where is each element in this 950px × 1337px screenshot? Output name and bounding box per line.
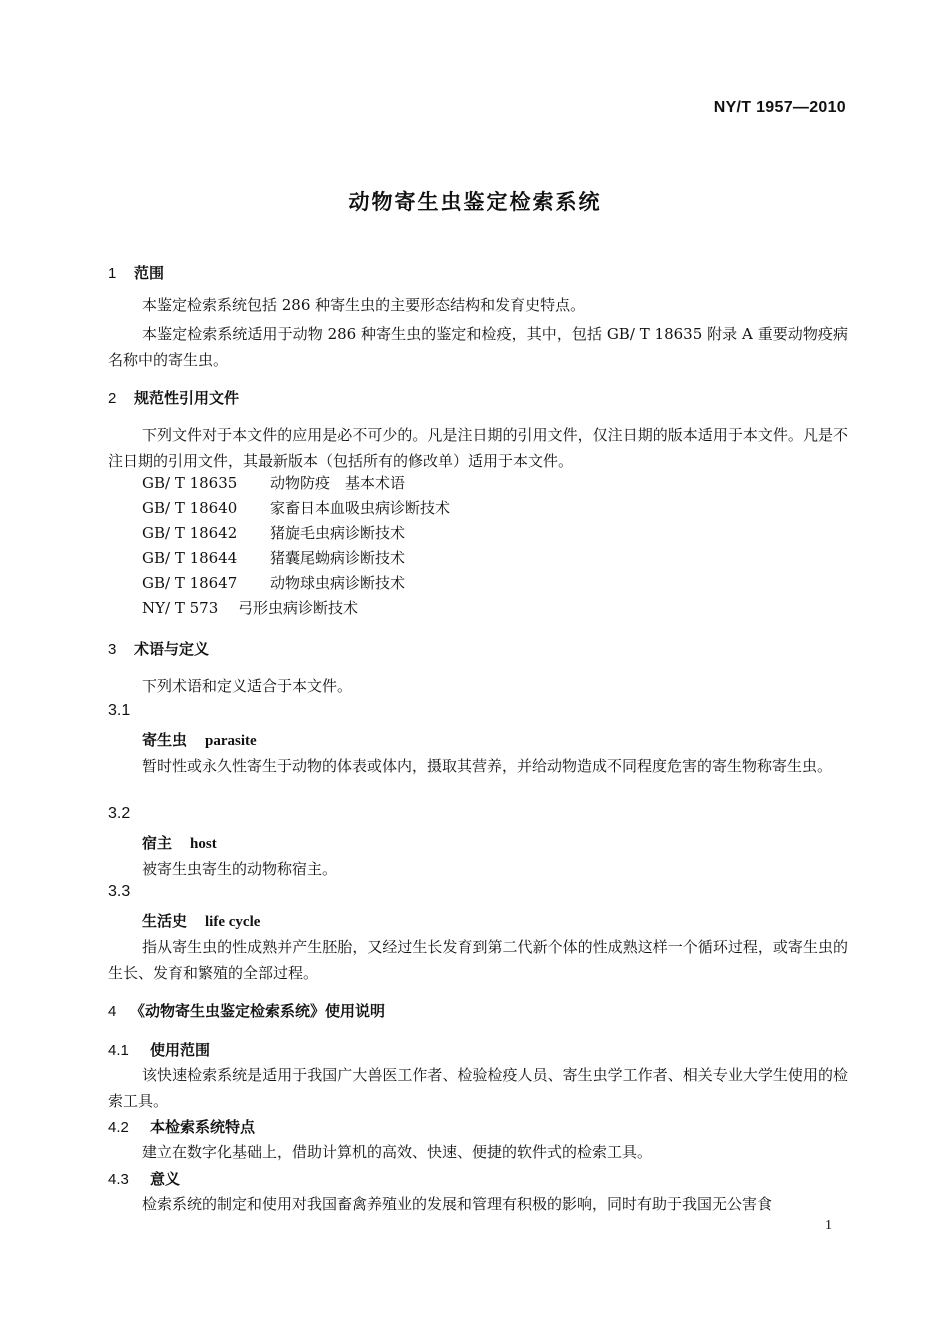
definition-text: 指从寄生虫的性成熟并产生胚胎，又经过生长发育到第二代新个体的性成熟这样一个循环过程，或寄生虫的生长、发育和繁殖的全部过程。 (108, 938, 848, 982)
subsection-paragraph (108, 1140, 848, 1166)
term-number: 3.2 (108, 805, 131, 822)
subsection-number: 4.3 (108, 1171, 129, 1188)
section-number: 2 (108, 390, 117, 407)
term-chinese: 生活史 (142, 912, 188, 930)
subsection-heading (108, 1039, 210, 1060)
subsection-heading (108, 1116, 255, 1137)
section-3-paragraph (108, 674, 848, 700)
reference-item (142, 522, 405, 543)
term-chinese: 寄生虫 (142, 731, 188, 749)
reference-code: GB/ T 18647 (142, 574, 238, 592)
term-definition (108, 754, 848, 780)
subsection-title: 使用范围 (150, 1041, 211, 1059)
reference-name: 动物防疫 基本术语 (270, 474, 406, 492)
section-number: 4 (108, 1003, 117, 1020)
reference-code: GB/ T 18640 (142, 499, 238, 517)
subsection-paragraph (108, 1192, 848, 1218)
definition-text: 被寄生虫寄生的动物称宿主。 (142, 860, 338, 878)
reference-code: NY/ T 573 (142, 599, 219, 617)
reference-item (142, 572, 405, 593)
reference-name: 弓形虫病诊断技术 (238, 599, 359, 617)
paragraph-text: 本鉴定检索系统包括 286 种寄生虫的主要形态结构和发育史特点。 (142, 296, 586, 314)
section-title: 《动物寄生虫鉴定检索系统》使用说明 (130, 1002, 386, 1020)
section-title: 规范性引用文件 (134, 389, 240, 407)
term-definition (108, 935, 848, 986)
paragraph-text: 下列术语和定义适合于本文件。 (142, 677, 353, 695)
paragraph-text: 建立在数字化基础上，借助计算机的高效、快速、便捷的软件式的检索工具。 (142, 1143, 653, 1161)
definition-text: 暂时性或永久性寄生于动物的体表或体内，摄取其营养，并给动物造成不同程度危害的寄生物称寄生虫。 (142, 757, 833, 775)
standard-code: NY/T 1957—2010 (713, 99, 846, 116)
subsection-title: 本检索系统特点 (150, 1118, 256, 1136)
subsection-heading (108, 1168, 180, 1189)
reference-code: GB/ T 18644 (142, 549, 238, 567)
reference-item (142, 547, 405, 568)
reference-item (142, 597, 358, 618)
document-title: 动物寄生虫鉴定检索系统 (348, 190, 602, 214)
term-chinese: 宿主 (142, 834, 173, 852)
reference-code: GB/ T 18642 (142, 524, 238, 542)
reference-name: 猪囊尾蚴病诊断技术 (270, 549, 406, 567)
reference-item (142, 472, 405, 493)
paragraph-text: 本鉴定检索系统适用于动物 286 种寄生虫的鉴定和检疫，其中，包括 GB/ T 18635 附录 A 重要动物疫病名称中的寄生虫。 (108, 325, 848, 369)
section-2-paragraph (108, 423, 848, 474)
section-1-paragraph-1 (108, 293, 848, 319)
reference-name: 家畜日本血吸虫病诊断技术 (270, 499, 451, 517)
term-english: host (190, 836, 217, 852)
reference-name: 动物球虫病诊断技术 (270, 574, 406, 592)
section-number: 3 (108, 641, 117, 658)
reference-name: 猪旋毛虫病诊断技术 (270, 524, 406, 542)
section-number: 1 (108, 265, 117, 282)
term-title (142, 729, 257, 750)
section-1-heading (108, 262, 164, 283)
section-3-heading (108, 638, 209, 659)
section-title: 术语与定义 (134, 640, 210, 658)
section-2-heading (108, 387, 239, 408)
paragraph-text: 下列文件对于本文件的应用是必不可少的。凡是注日期的引用文件，仅注日期的版本适用于本文件。凡是不注日期的引用文件，其最新版本（包括所有的修改单）适用于本文件。 (108, 426, 848, 470)
term-title (142, 832, 217, 853)
term-english: parasite (205, 733, 257, 749)
paragraph-text: 检索系统的制定和使用对我国畜禽养殖业的发展和管理有积极的影响，同时有助于我国无公害食 (142, 1195, 773, 1213)
term-title (142, 910, 260, 931)
subsection-title: 意义 (150, 1170, 181, 1188)
paragraph-text: 该快速检索系统是适用于我国广大兽医工作者、检验检疫人员、寄生虫学工作者、相关专业大学生使用的检索工具。 (108, 1066, 848, 1110)
section-1-paragraph-2 (108, 322, 848, 373)
subsection-paragraph (108, 1063, 848, 1114)
term-number: 3.1 (108, 702, 131, 719)
term-english: life cycle (205, 914, 261, 930)
subsection-number: 4.2 (108, 1119, 129, 1136)
reference-code: GB/ T 18635 (142, 474, 238, 492)
page-number: 1 (825, 1218, 832, 1233)
reference-item (142, 497, 450, 518)
section-title: 范围 (134, 264, 165, 282)
subsection-number: 4.1 (108, 1042, 129, 1059)
term-definition (108, 857, 848, 883)
section-4-heading (108, 1000, 385, 1021)
term-number: 3.3 (108, 883, 131, 900)
